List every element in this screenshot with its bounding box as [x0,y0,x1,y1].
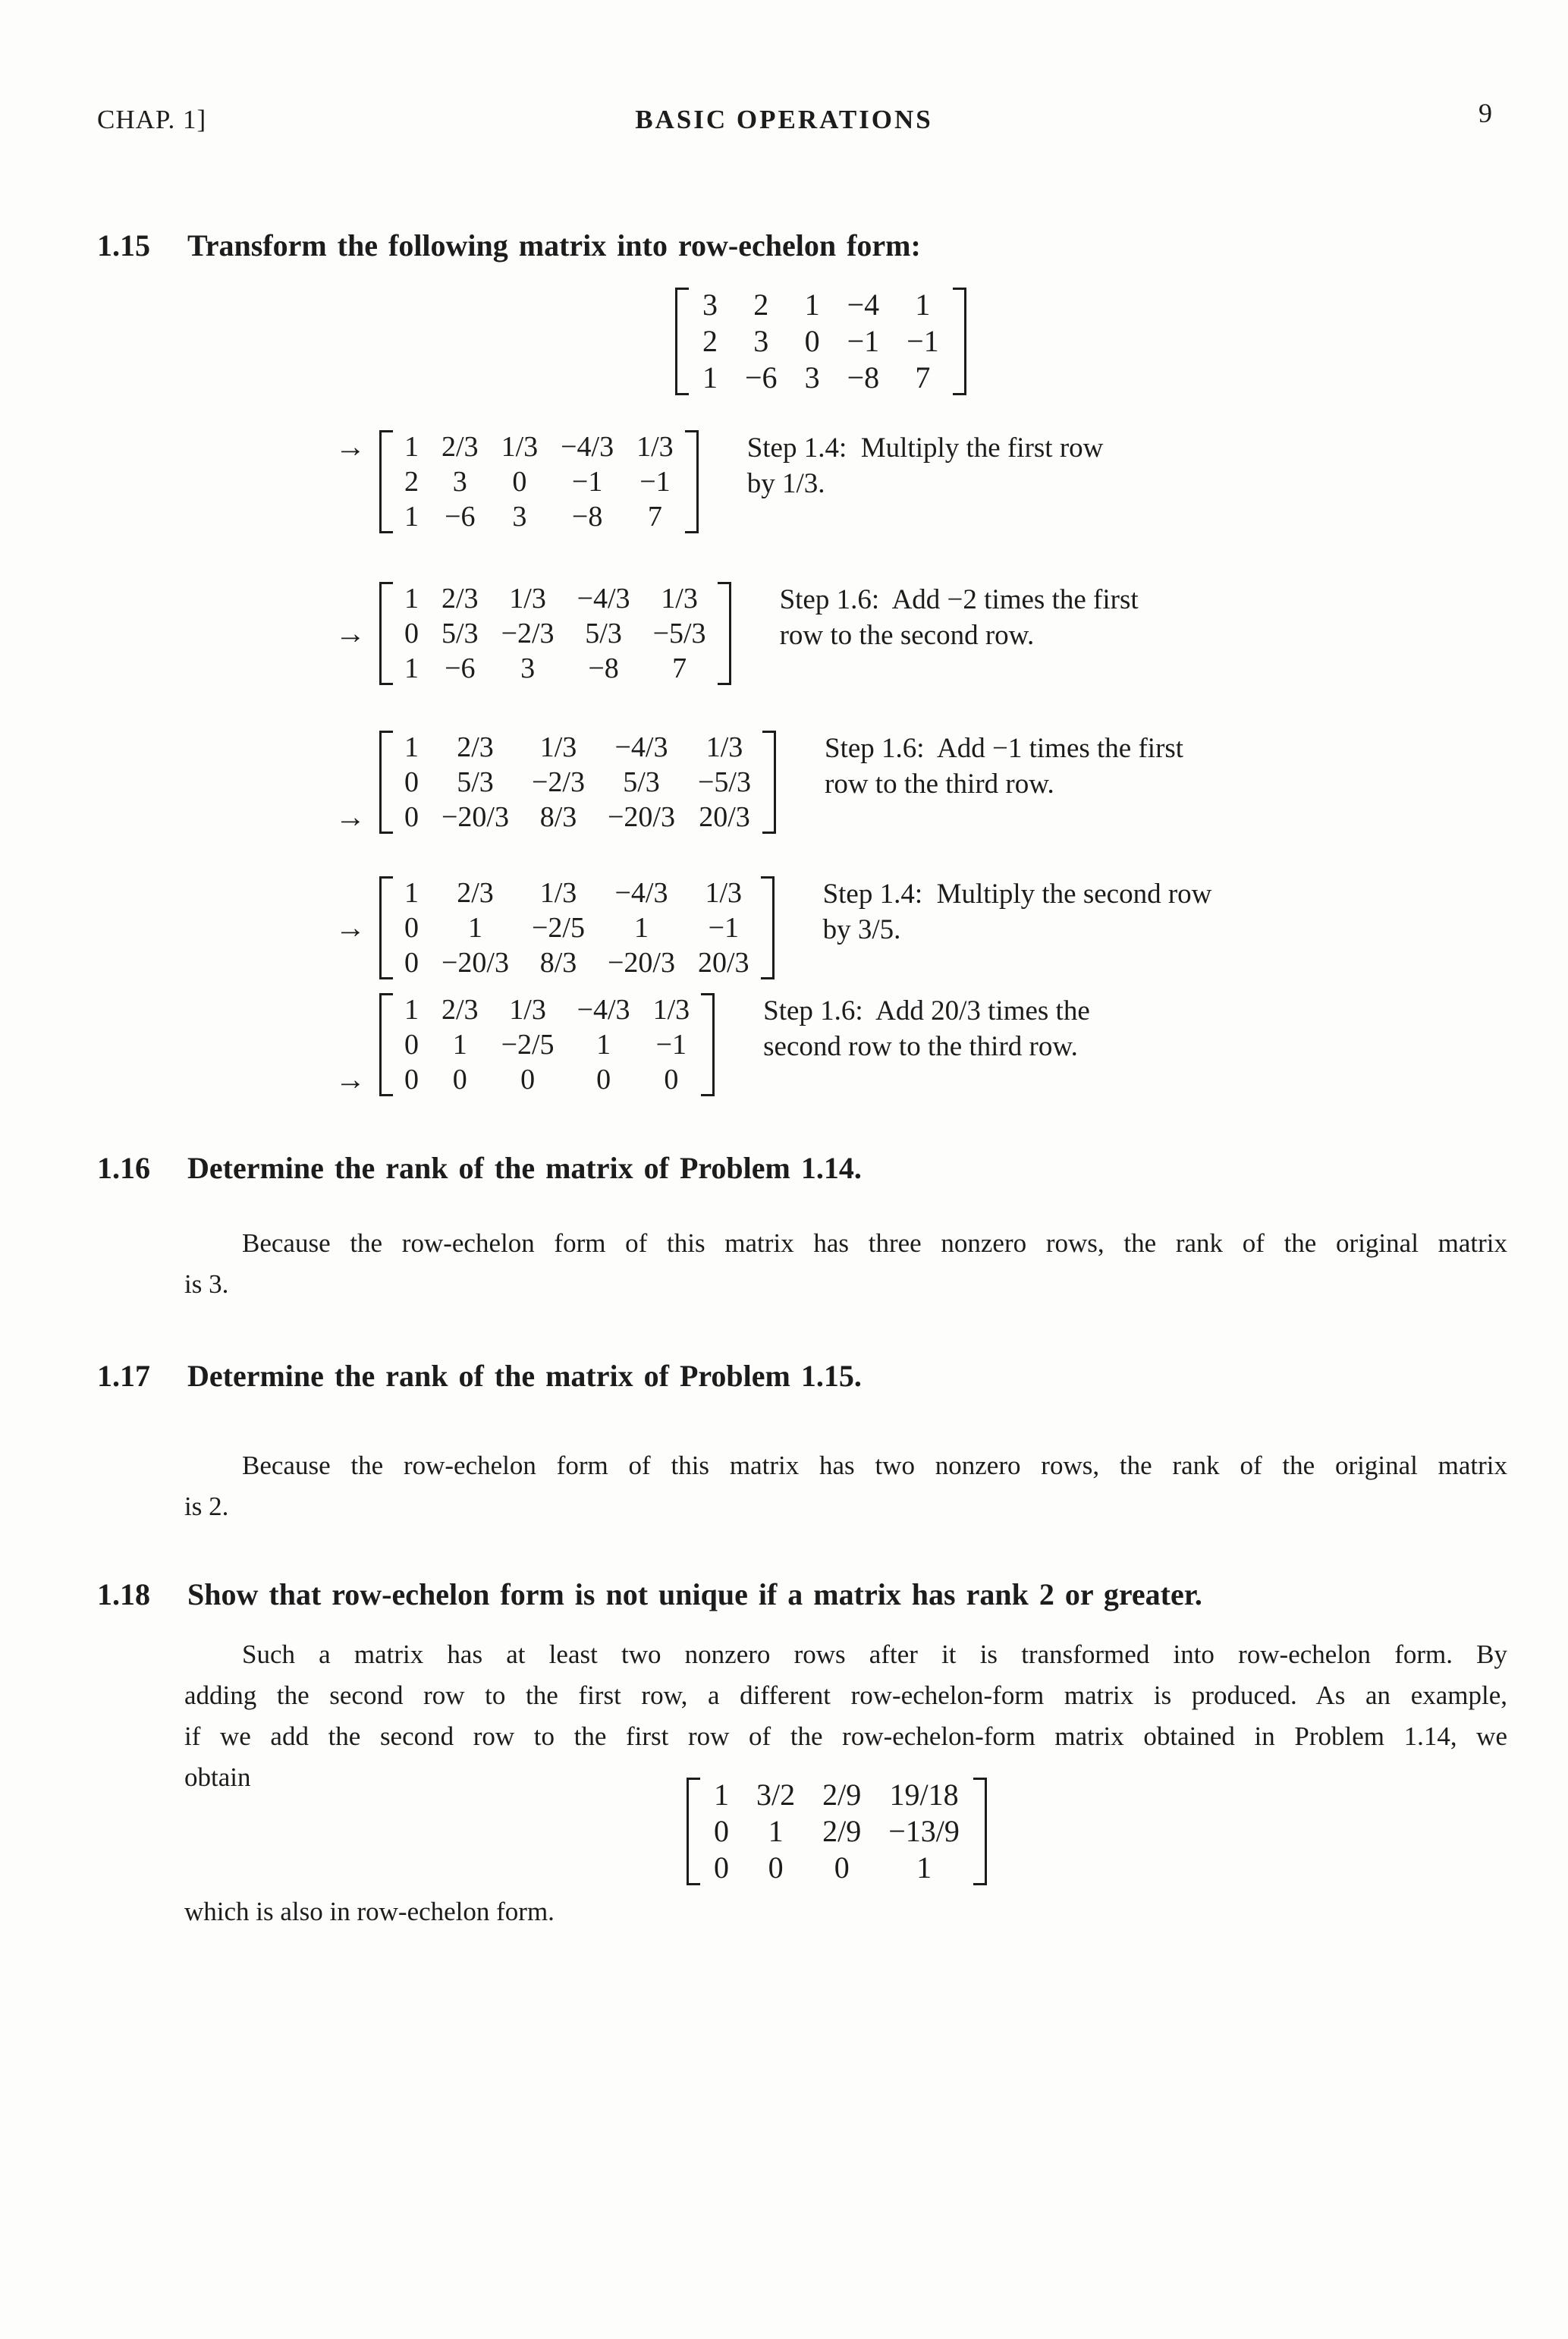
matrix-cell: 0 [404,947,419,979]
right-bracket [761,876,775,979]
solution-line: is 3. [184,1269,229,1299]
matrix-cell: 1 [404,431,419,463]
matrix-cell: 1 [702,360,718,395]
matrix-row [393,1062,701,1097]
matrix-cell: 2 [404,466,419,498]
matrix-cell: −20/3 [608,801,675,833]
matrix-row [393,464,685,499]
matrix-cell: −8 [847,360,880,395]
matrix-step-3 [335,730,776,835]
problem-1-17-heading [97,1358,862,1394]
problem-statement: Determine the rank of the matrix of Problem 1.15. [187,1359,862,1393]
matrix-cell: 3/2 [756,1778,796,1812]
problem-statement: Show that row-echelon form is not unique if a matrix has rank 2 or greater. [187,1577,1202,1611]
matrix-result [687,1777,987,1886]
page-header [0,98,1568,143]
matrix-row [393,1027,701,1062]
matrix-cell: 5/3 [585,618,622,649]
matrix-initial [675,287,966,396]
matrix-step-2 [335,581,731,686]
matrix-row [393,499,685,534]
matrix-cell: −13/9 [888,1814,960,1848]
matrix-cell: 1/3 [705,731,743,763]
problem-statement: Determine the rank of the matrix of Problem 1.14. [187,1151,862,1185]
right-bracket [685,430,699,533]
matrix-cell: −1 [639,466,671,498]
matrix-cell: 2/3 [441,583,479,615]
matrix-cell: 1 [596,1029,611,1061]
problem-number: 1.16 [97,1151,150,1185]
problem-1-15-heading [97,228,921,263]
step-row-2 [335,581,1139,686]
matrix-cell: −2/3 [501,618,555,649]
arrow-icon: → [335,1062,366,1096]
left-bracket [379,731,393,834]
step-row-5 [335,992,1090,1097]
matrix-row [700,1813,973,1850]
matrix-table [700,1777,973,1886]
matrix-cell: 1/3 [705,877,743,909]
matrix-row [393,730,762,765]
right-bracket [762,731,776,834]
right-bracket [701,993,715,1096]
matrix-cell: 2/9 [822,1814,862,1848]
matrix-row [689,323,953,360]
solution-line: if we add the second row to the first row of the row-echelon-form matrix obtained in Problem 1.14, we [184,1721,1507,1751]
matrix-cell: 1/3 [539,731,577,763]
matrix-table [689,287,953,396]
matrix-cell: −1 [655,1029,687,1061]
step-row-3 [335,730,1184,835]
matrix-body [393,992,701,1097]
matrix-cell: −20/3 [441,801,509,833]
matrix-cell: 0 [452,1064,467,1096]
step-description-line: row to the second row. [779,620,1035,651]
matrix-row [700,1850,973,1886]
matrix-row [393,910,761,945]
matrix-cell: −2/5 [532,912,585,944]
matrix-table [393,876,761,980]
matrix-row [393,992,701,1027]
matrix-cell: 1 [452,1029,467,1061]
problem-1-18-heading [97,1577,1202,1612]
matrix-cell: 7 [915,360,931,395]
closing-line: which is also in row-echelon form. [184,1897,555,1926]
matrix-cell: −6 [445,501,476,533]
matrix-cell: 1 [404,877,419,909]
left-bracket [379,993,393,1096]
problem-1-16-heading [97,1150,862,1186]
problem-statement: Transform the following matrix into row-echelon form: [187,228,921,263]
matrix-cell: −6 [745,360,778,395]
solution-line: Because the row-echelon form of this matrix has three nonzero rows, the rank of the original matrix [242,1228,1507,1258]
matrix-cell: 1 [804,288,820,322]
matrix-cell: 0 [404,1029,419,1061]
header-page-number: 9 [1478,98,1492,128]
left-bracket [379,582,393,685]
matrix-cell: 0 [768,1850,784,1885]
matrix-cell: 20/3 [699,801,750,833]
matrix-cell: 2 [702,324,718,358]
matrix-cell: 2/3 [457,877,494,909]
solution-1-17 [184,1445,1507,1527]
matrix-cell: −6 [445,652,476,684]
matrix-cell: −4 [847,288,880,322]
matrix-cell: 0 [804,324,820,358]
matrix-step-1 [335,429,699,534]
problem-number: 1.17 [97,1359,150,1393]
step-description [763,992,1090,1064]
left-bracket [687,1778,700,1885]
matrix-body [393,730,762,835]
matrix-cell: 1/3 [509,583,546,615]
matrix-cell: 3 [804,360,820,395]
matrix-cell: 2/9 [822,1778,862,1812]
matrix-cell: 7 [647,501,662,533]
matrix-cell: −4/3 [577,583,630,615]
matrix-cell: 5/3 [441,618,479,649]
matrix-cell: 1 [468,912,482,944]
right-bracket [973,1778,987,1885]
matrix-cell: 0 [520,1064,536,1096]
left-bracket [379,876,393,979]
step-description-line: Step 1.6: Add 20/3 times the [763,995,1090,1026]
matrix-step-4 [335,876,775,980]
step-description [823,876,1212,948]
matrix-cell: 0 [834,1850,850,1885]
step-description-line: Step 1.4: Multiply the second row [822,879,1212,910]
matrix-row [393,800,762,835]
matrix-table [393,992,701,1097]
step-description-line: second row to the third row. [763,1031,1078,1062]
solution-line: Because the row-echelon form of this matrix has two nonzero rows, the rank of the original matrix [242,1451,1507,1480]
matrix-body [393,876,761,980]
solution-line: obtain [184,1762,251,1792]
matrix-cell: 2/3 [441,431,479,463]
solution-line: adding the second row to the first row, a different row-echelon-form matrix is produced. As an example, [184,1680,1507,1710]
step-description-line: Step 1.4: Multiply the first row [746,432,1104,464]
right-bracket [718,582,731,685]
matrix-cell: −1 [708,912,739,944]
step-row-1 [335,429,1104,534]
matrix-cell: 0 [404,912,419,944]
step-description [780,581,1139,653]
matrix-cell: 1/3 [652,994,690,1026]
matrix-cell: 3 [702,288,718,322]
matrix-body [393,581,718,686]
matrix-cell: 2/3 [441,994,479,1026]
matrix-cell: −8 [571,501,603,533]
matrix-cell: 1 [404,652,419,684]
matrix-cell: −1 [571,466,603,498]
step-description [747,429,1104,501]
solution-1-18 [184,1634,1507,1798]
matrix-row [393,581,718,616]
matrix-cell: 3 [753,324,769,358]
matrix-table [393,730,762,835]
matrix-row [393,945,761,980]
matrix-cell: 1 [768,1814,784,1848]
step-description-line: by 3/5. [822,914,901,945]
matrix-cell: 1 [404,731,419,763]
problem-number: 1.18 [97,1577,150,1611]
matrix-table [393,429,685,534]
arrow-icon: → [335,616,366,650]
matrix-cell: 0 [512,466,527,498]
matrix-cell: 3 [512,501,527,533]
matrix-cell: −4/3 [614,731,668,763]
matrix-cell: 19/18 [889,1778,959,1812]
matrix-cell: 3 [452,466,467,498]
matrix-cell: 0 [596,1064,611,1096]
left-bracket [379,430,393,533]
matrix-row [393,616,718,651]
header-title: BASIC OPERATIONS [635,105,933,134]
matrix-cell: −1 [847,324,880,358]
matrix-cell: 1/3 [509,994,546,1026]
matrix-cell: −1 [907,324,939,358]
arrow-icon: → [335,910,366,945]
matrix-body [393,429,685,534]
matrix-cell: −2/3 [532,766,585,798]
matrix-cell: 5/3 [457,766,494,798]
matrix-cell: −4/3 [561,431,614,463]
matrix-cell: −8 [588,652,619,684]
matrix-cell: 0 [714,1850,729,1885]
matrix-cell: −5/3 [698,766,751,798]
left-bracket [675,288,689,395]
matrix-cell: 1/3 [661,583,698,615]
matrix-cell: 2/3 [457,731,494,763]
matrix-row [393,429,685,464]
matrix-cell: 8/3 [539,801,577,833]
matrix-row [393,765,762,800]
matrix-row [689,360,953,396]
matrix-cell: 0 [404,1064,419,1096]
matrix-cell: 0 [404,766,419,798]
matrix-cell: −20/3 [608,947,675,979]
matrix-cell: 3 [520,652,536,684]
matrix-cell: 20/3 [698,947,749,979]
matrix-row [689,287,953,323]
step-description-line: by 1/3. [746,468,825,499]
matrix-cell: −4/3 [577,994,630,1026]
matrix-cell: 1/3 [501,431,539,463]
matrix-cell: 2 [753,288,769,322]
matrix-cell: 1 [404,501,419,533]
matrix-cell: −5/3 [652,618,706,649]
matrix-cell: 1 [634,912,649,944]
matrix-cell: 1 [404,994,419,1026]
matrix-cell: 1 [714,1778,729,1812]
matrix-body [689,287,953,396]
matrix-cell: 1/3 [539,877,577,909]
solution-line: Such a matrix has at least two nonzero rows after it is transformed into row-echelon form. By [242,1640,1507,1669]
solution-1-16 [184,1223,1507,1305]
step-row-4 [335,876,1212,980]
matrix-cell: 7 [672,652,687,684]
step-description-line: Step 1.6: Add −2 times the first [779,584,1139,615]
step-description-line: row to the third row. [825,769,1054,800]
header-chapter: CHAP. 1] [97,105,207,134]
matrix-cell: 1 [915,288,931,322]
step-description [825,730,1183,802]
matrix-cell: 0 [404,801,419,833]
matrix-cell: 0 [404,618,419,649]
arrow-icon: → [335,429,366,464]
matrix-row [393,651,718,686]
matrix-cell: −2/5 [501,1029,555,1061]
matrix-cell: −20/3 [441,947,509,979]
arrow-icon: → [335,800,366,834]
step-description-line: Step 1.6: Add −1 times the first [825,733,1184,764]
matrix-cell: 1 [916,1850,932,1885]
problem-number: 1.15 [97,228,150,263]
matrix-cell: 1 [404,583,419,615]
matrix-row [700,1777,973,1813]
matrix-step-5 [335,992,715,1097]
matrix-cell: 5/3 [623,766,660,798]
matrix-cell: 8/3 [539,947,577,979]
solution-line: is 2. [184,1492,229,1521]
matrix-cell: 1/3 [636,431,674,463]
matrix-table [393,581,718,686]
matrix-body [700,1777,973,1886]
matrix-cell: −4/3 [614,877,668,909]
matrix-row [393,876,761,910]
matrix-cell: 0 [714,1814,729,1848]
right-bracket [953,288,966,395]
matrix-cell: 0 [664,1064,679,1096]
